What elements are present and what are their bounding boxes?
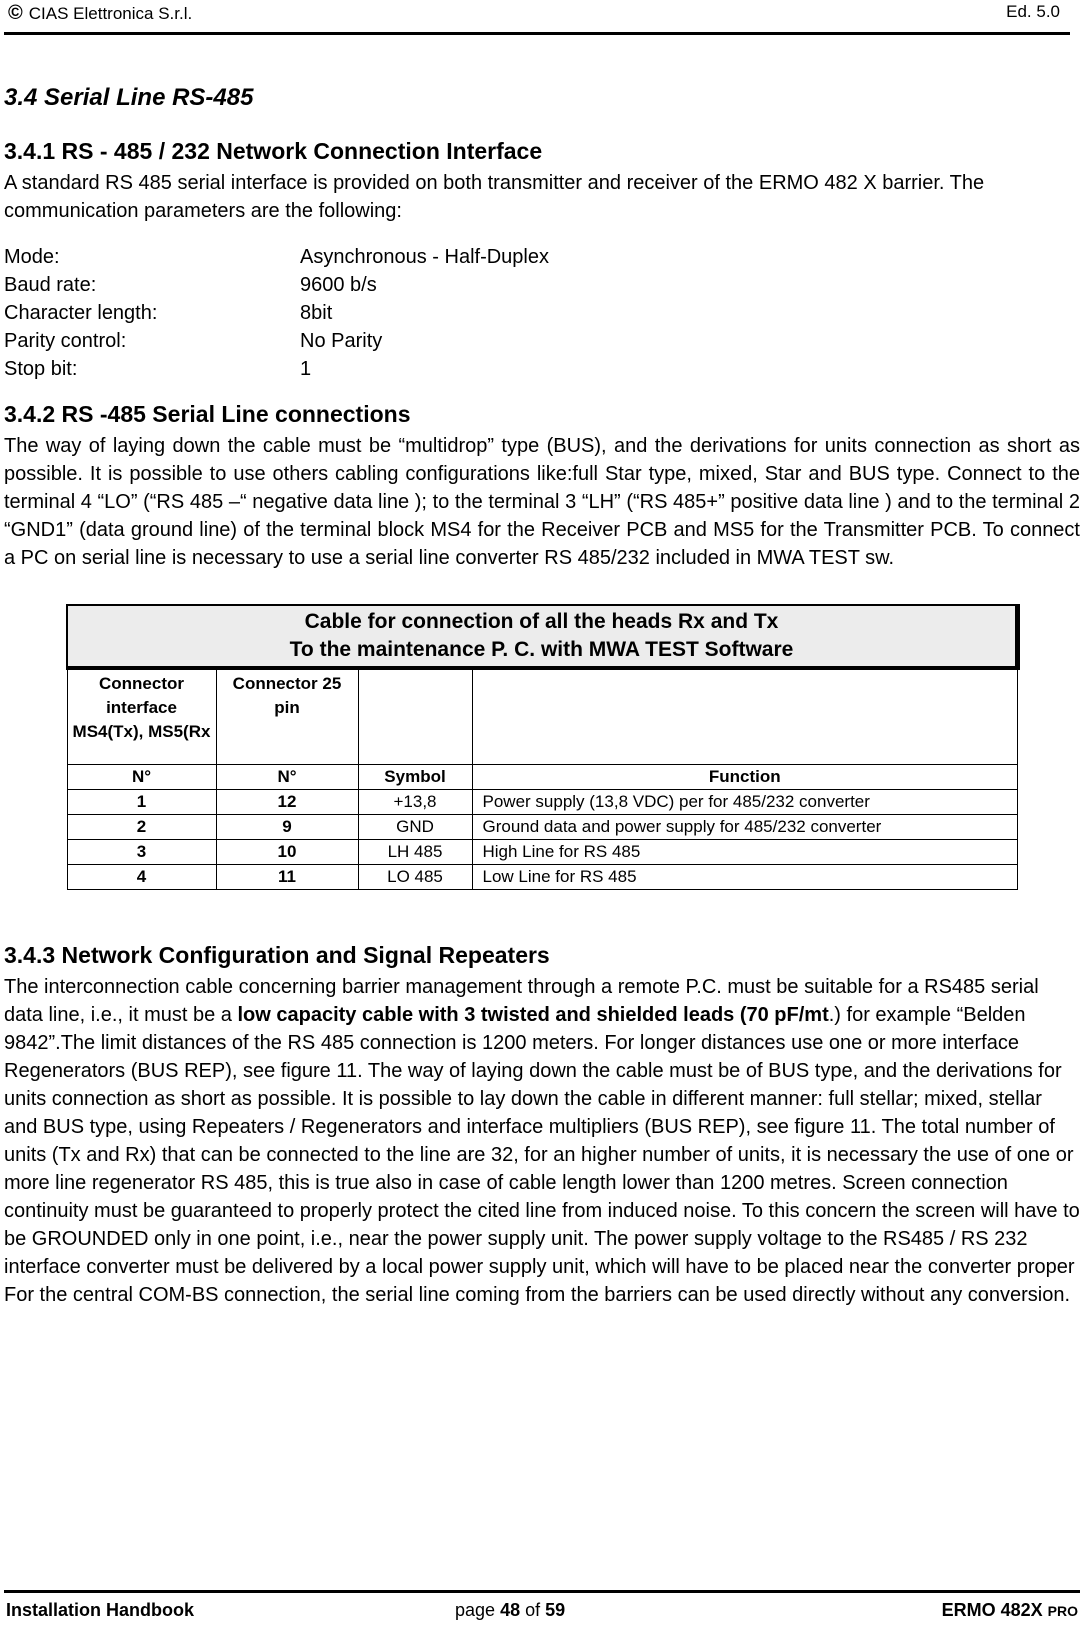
cell-pin-n: 10	[216, 839, 358, 864]
footer-product	[942, 1600, 1078, 1621]
table-row	[67, 789, 1018, 814]
cell-pin-n: 9	[216, 814, 358, 839]
sub-header-n: N°	[216, 764, 358, 789]
param-value: 9600 b/s	[300, 274, 377, 296]
sub-header-symbol: Symbol	[358, 764, 472, 789]
header-divider	[4, 32, 1070, 35]
subsection-title-342: 3.4.2 RS -485 Serial Line connections	[4, 401, 411, 427]
cell-connector-n: 3	[67, 839, 216, 864]
section-title: 3.4 Serial Line RS-485	[4, 84, 254, 111]
page-prefix: page	[455, 1600, 496, 1620]
col-header-connector-25pin: Connector 25 pin	[216, 668, 358, 764]
param-value: Asynchronous - Half-Duplex	[300, 246, 549, 268]
subsection-body-342: The way of laying down the cable must be “multidrop” type (BUS), and the derivations for units connection as short as possible. It is possible to use others cabling configurations like:full Star type, mixed, Star and BUS type. Connect to the terminal 4 “LO” (“RS 485 –“ negative data line ); to the terminal 3 “LH” (“RS 485+” positive data line ) and to the terminal 2 “GND1” (data ground line) of the terminal block MS4 for the Receiver PCB and MS5 for the Transmitter PCB. To connect a PC on serial line is necessary to use a serial line converter RS 485/232 included in MWA TEST sw.	[4, 435, 1080, 569]
subsection-intro-341: A standard RS 485 serial interface is provided on both transmitter and receiver of the ERMO 482 X barrier. The communication parameters are the following:	[4, 172, 985, 222]
table-title	[67, 605, 1018, 668]
param-row	[4, 327, 1080, 355]
page-total: 59	[545, 1600, 566, 1620]
cell-connector-n: 1	[67, 789, 216, 814]
cell-symbol: GND	[358, 814, 472, 839]
page-current: 48	[500, 1600, 521, 1620]
subsection-title-343: 3.4.3 Network Configuration and Signal Repeaters	[4, 941, 550, 968]
footer-divider	[4, 1590, 1080, 1593]
param-row	[4, 271, 1080, 299]
page-of: of	[525, 1600, 541, 1620]
cable-connection-table	[66, 604, 1020, 890]
param-value: 8bit	[300, 302, 333, 324]
copyright-icon: ©	[8, 2, 23, 24]
cell-symbol: LH 485	[358, 839, 472, 864]
body-emphasis: low capacity cable with 3 twisted and shielded leads (70 pF/mt	[237, 1003, 829, 1026]
cell-connector-n: 4	[67, 864, 216, 889]
col-header-empty	[472, 668, 1018, 764]
param-row	[4, 299, 1080, 327]
param-key: Character length:	[4, 302, 158, 324]
table-row	[67, 839, 1018, 864]
cell-function: High Line for RS 485	[472, 839, 1018, 864]
param-row	[4, 355, 1080, 383]
footer-handbook: Installation Handbook	[6, 1600, 195, 1620]
page-header	[6, 0, 1062, 32]
sub-header-function: Function	[472, 764, 1018, 789]
cell-function: Ground data and power supply for 485/232 converter	[472, 814, 1018, 839]
product-name: ERMO 482X	[941, 1600, 1043, 1620]
body-text: The interconnection cable concerning barrier management through a remote P.C. must be suitable for a RS485 serial data line, i.e., it must be a	[4, 975, 1039, 1026]
subsection-title-341: 3.4.1 RS - 485 / 232 Network Connection Interface	[4, 138, 543, 164]
param-key: Mode:	[4, 246, 60, 268]
param-key: Baud rate:	[4, 274, 97, 296]
product-suffix: PRO	[1047, 1603, 1078, 1619]
table-row	[67, 864, 1018, 889]
cell-pin-n: 11	[216, 864, 358, 889]
body-text: .) for example “Belden 9842”.The limit distances of the RS 485 connection is 1200 meters. For longer distances use one or more interface Regenerators (BUS REP), see figure 11. The way of laying down the cable must be of BUS type, and the derivations for units connection as short as possible. It is possible to lay down the cable in different manner: full stellar; mixed, stellar and BUS type, using Repeaters / Regenerators and interface multipliers (BUS REP), see figure 11. The total number of units (Tx and Rx) that can be connected to the line are 32, for an higher number of units, it is necessary the use of one or more line regenerator RS 485, this is true also in case of cable length lower than 1200 metres. Screen connection continuity must be guaranteed to properly protect the cited line from induced noise. To this concern the screen will have to be GROUNDED only in one point, i.e., near the power supply unit. The power supply voltage to the RS485 / RS 232 interface converter must be delivered by a local power supply unit, which will have to be placed near the converter proper For the central COM-BS connection, the serial line coming from the barriers can be used directly without any conversion.	[4, 1003, 1080, 1306]
cell-function: Low Line for RS 485	[472, 864, 1018, 889]
cell-symbol: LO 485	[358, 864, 472, 889]
col-header-empty	[358, 668, 472, 764]
table-row	[67, 814, 1018, 839]
table-title-line1: Cable for connection of all the heads Rx and Tx	[304, 610, 779, 633]
main-content	[4, 84, 1080, 1309]
cell-connector-n: 2	[67, 814, 216, 839]
cell-symbol: +13,8	[358, 789, 472, 814]
header-company	[8, 2, 192, 25]
param-key: Stop bit:	[4, 358, 78, 380]
page-number	[455, 1600, 565, 1621]
cell-pin-n: 12	[216, 789, 358, 814]
subsection-body-343	[4, 973, 1080, 1309]
cell-function: Power supply (13,8 VDC) per for 485/232 converter	[472, 789, 1018, 814]
communication-parameters	[4, 243, 1080, 383]
param-key: Parity control:	[4, 330, 127, 352]
param-row	[4, 243, 1080, 271]
param-value: No Parity	[300, 330, 383, 352]
table-title-line2: To the maintenance P. C. with MWA TEST Software	[289, 638, 794, 661]
company-name: CIAS Elettronica S.r.l.	[28, 4, 193, 23]
param-value: 1	[300, 358, 312, 380]
col-header-connector-interface: Connector interface MS4(Tx), MS5(Rx	[67, 668, 216, 764]
sub-header-n: N°	[67, 764, 216, 789]
edition-label: Ed. 5.0	[1006, 2, 1060, 21]
